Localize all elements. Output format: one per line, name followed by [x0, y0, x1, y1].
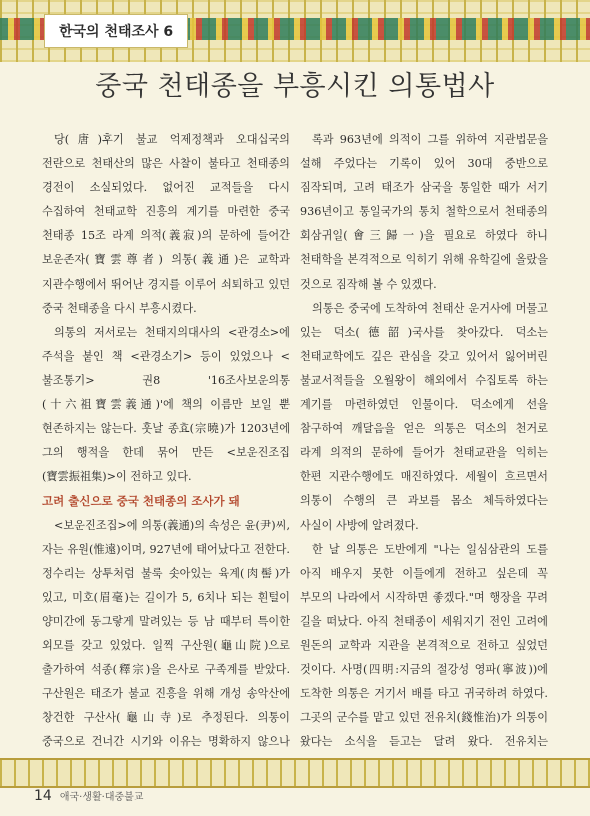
- page-footer: [34, 788, 143, 808]
- page-title: 중국 천태종을 부흥시킨 의통법사: [95, 71, 495, 102]
- left-column: [42, 128, 290, 779]
- section-subheading: 고려 출신으로 중국 천태종의 조사가 돼: [42, 494, 240, 509]
- footer-label: 애국·생활·대중불교: [59, 792, 144, 803]
- footer-ornament-band: [0, 758, 590, 788]
- series-label: 한국의 천태조사 6: [44, 14, 188, 48]
- paragraph: 당(唐)후기 불교 억제정책과 오대십국의 전란으로 천태산의 많은 사찰이 불타고 천태종의 경전이 소실되었다. 없어진 교적들을 다시 수집하여 천태교학 진흥의 계기를 마련한 중국 천태종 15조 라계 의적(義寂)의 문하에 들어간 보운존자(寶雲尊者) 의통(義通)은 교학과 지관수행에서 뛰어난 경지를 이루어 쇠퇴하고 있던 중국 천태종을 다시 부흥시켰다.: [42, 133, 290, 315]
- paragraph: <보운진조집>에 의통(義通)의 속성은 윤(尹)씨, 자는 유원(惟遠)이며, 927년에 태어났다고 전한다. 정수리는 상투처럼 불룩 솟아있는 육계(肉髻)가 있고, 미호(眉毫)는 길이가 5, 6치나 되는 흰털이 양미간에 동그랗게 말려있는 등 남 때부터 특이한 외모를 갖고 있었다. 일찍 구산원(龜山院)으로 출가하여 석종(釋宗)을 은사로 구족계를 받았다. 구산원은 태조가 불교 진흥을 위해 개성 송악산에 창건한 구산사(龜山寺)로 추정된다. 의통이 중국으로 건너간 시기와 이유는 명확하지 않으나: [42, 518, 290, 749]
- paragraph: 한 날 의통은 도반에게 "나는 일심삼관의 도를 아직 배우지 못한 이들에게 전하고 싶은데 꼭 부모의 나라에서 시작하면 좋겠다."며 행장을 꾸려 길을 떠났다. 아직 천태종이 세워지기 전인 고려에 원돈의 교학과 지관을 본격적으로 전하고 싶었던 것이다. 사명(四明:지금의 절강성 영파(寧波))에 도착한 의통은 거기서 배를 타고 귀국하려 하였다. 그곳의 군수를 맡고 있던 전유치(錢惟治)가 의통이 왔다는 소식을 듣고는 달려 왔다. 전유치는: [300, 542, 548, 749]
- page-number: 14: [34, 788, 52, 804]
- right-column: [300, 128, 548, 779]
- paragraph: 의통은 중국에 도착하여 천태산 운거사에 머물고 있는 덕소(德韶)국사를 찾아갔다. 덕소는 천태교학에도 깊은 관심을 갖고 있어서 잃어버린 불교서적들을 오월왕이 해외에서 수집토록 하는 계기를 마련하였던 인물이다. 덕소에게 선을 참구하여 깨달음을 얻은 의통은 덕소의 천거로 라계 의적의 문하에 들어가 천태교관을 익히는 한편 지관수행에도 매진하였다. 세월이 흐르면서 의통이 수행의 큰 과보를 몸소 체득하였다는 사실이 사방에 알려졌다.: [300, 301, 548, 532]
- paragraph: 의통의 저서로는 천태지의대사의 <관경소>에 주석을 붙인 책 <관경소기> 등이 있었으나 <불조통기> 권8 '16조사보운의통(十六祖寶雲義通)'에 책의 이름만 보일 뿐 현존하지는 않는다. 훗날 종효(宗曉)가 1203년에 그의 행적을 한데 묶어 만든 <보운진조집(寶雲振祖集)>이 전하고 있다.: [42, 325, 290, 484]
- paragraph: 록과 963년에 의적이 그를 위하여 지관법문을 설해 주었다는 기록이 있어 30대 중반으로 짐작되며, 고려 태조가 삼국을 통일한 때가 서기 936년이고 통일국가의 통치 철학으로서 천태종의 회삼귀일(會三歸一)을 필요로 하였다 하니 천태학을 본격적으로 익히기 위해 유학길에 올랐을 것으로 짐작해 볼 수 있겠다.: [300, 133, 548, 291]
